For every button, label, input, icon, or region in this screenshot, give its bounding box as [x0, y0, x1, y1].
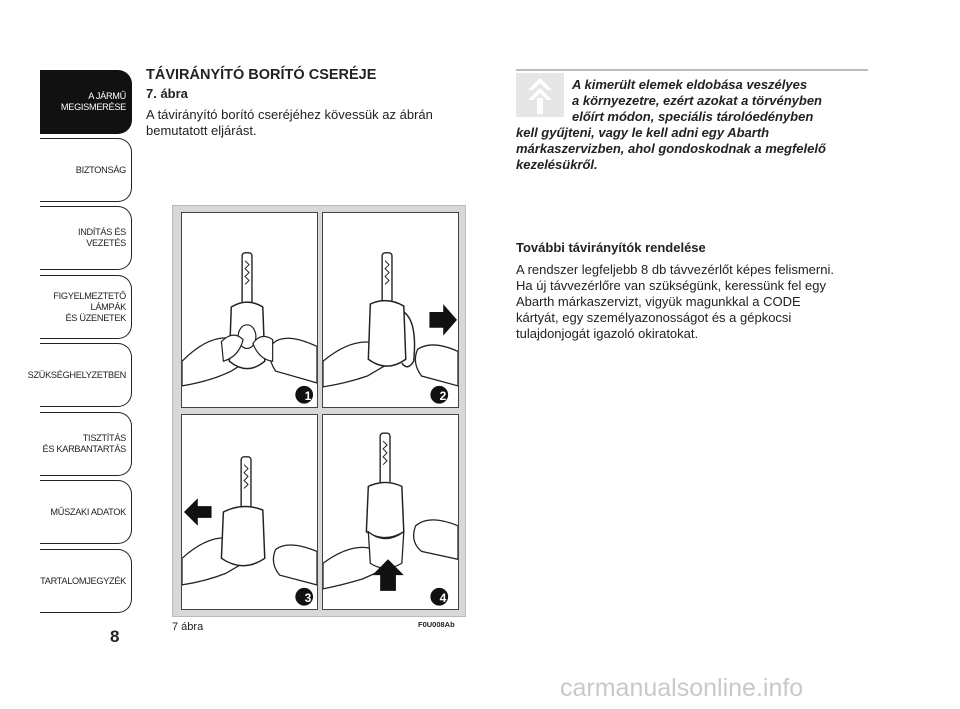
page-number: 8 [110, 627, 120, 646]
step-2-panel [322, 212, 459, 408]
section-title: TÁVIRÁNYÍTÓ BORÍTÓ CSERÉJE [146, 67, 377, 83]
step-1-panel [181, 212, 318, 408]
section-figure-ref: 7. ábra [146, 86, 188, 101]
section2-title: További távirányítók rendelése [516, 240, 706, 255]
tab-tartalomjegyzek[interactable]: TARTALOMJEGYZÉK [40, 549, 132, 613]
section-body: A távirányító borító cseréjéhez kövessük az ábrán bemutatott eljárást. [146, 107, 433, 138]
figure-caption: 7 ábra [172, 621, 204, 633]
warning-text-tail: kell gyűjteni, vagy le kell adni egy Abarth márkaszervizben, ahol gondoskodnak a megfelelő kezelésükről. [516, 125, 826, 172]
tab-a-jarmu-megismerese[interactable]: A JÁRMŰ MEGISMERÉSE [40, 70, 132, 134]
recycle-arrows-icon [516, 73, 564, 117]
step-2-number: 2 [439, 389, 447, 403]
step-3-panel [181, 414, 318, 610]
watermark: carmanualsonline.info [560, 674, 804, 702]
warning-divider [516, 69, 868, 71]
step-1-number: 1 [304, 389, 312, 403]
step-4-panel [322, 414, 459, 610]
step-3-number: 3 [304, 591, 312, 605]
tab-inditas-es-vezetes[interactable]: INDÍTÁS ÉS VEZETÉS [40, 206, 132, 270]
tab-figyelmezteto-lampak[interactable]: FIGYELMEZTETŐ LÁMPÁK ÉS ÜZENETEK [40, 275, 132, 339]
tab-tisztitas-es-karbantartas[interactable]: TISZTÍTÁS ÉS KARBANTARTÁS [40, 412, 132, 476]
warning-text-head: A kimerült elemek eldobása veszélyes a környezetre, ezért azokat a törvényben előírt módon, speciális tárolóedényben [572, 77, 822, 124]
tab-szukseghelyzetben[interactable]: SZÜKSÉGHELYZETBEN [40, 343, 132, 407]
section2-body: A rendszer legfeljebb 8 db távvezérlőt képes felismerni. Ha új távvezérlőre van szükségünk, keressünk fel egy Abarth márkaszervizt, vigyük magunkkal a CODE kártyát, egy személyazonosságot és a gépkocsi tulajdonjogát igazoló okiratokat. [516, 262, 834, 341]
figure-code: F0U008Ab [418, 620, 455, 629]
tab-muszaki-adatok[interactable]: MŰSZAKI ADATOK [40, 480, 132, 544]
tab-biztonsag[interactable]: BIZTONSÁG [40, 138, 132, 202]
key-cover-figure [172, 205, 466, 617]
step-4-number: 4 [439, 591, 447, 605]
